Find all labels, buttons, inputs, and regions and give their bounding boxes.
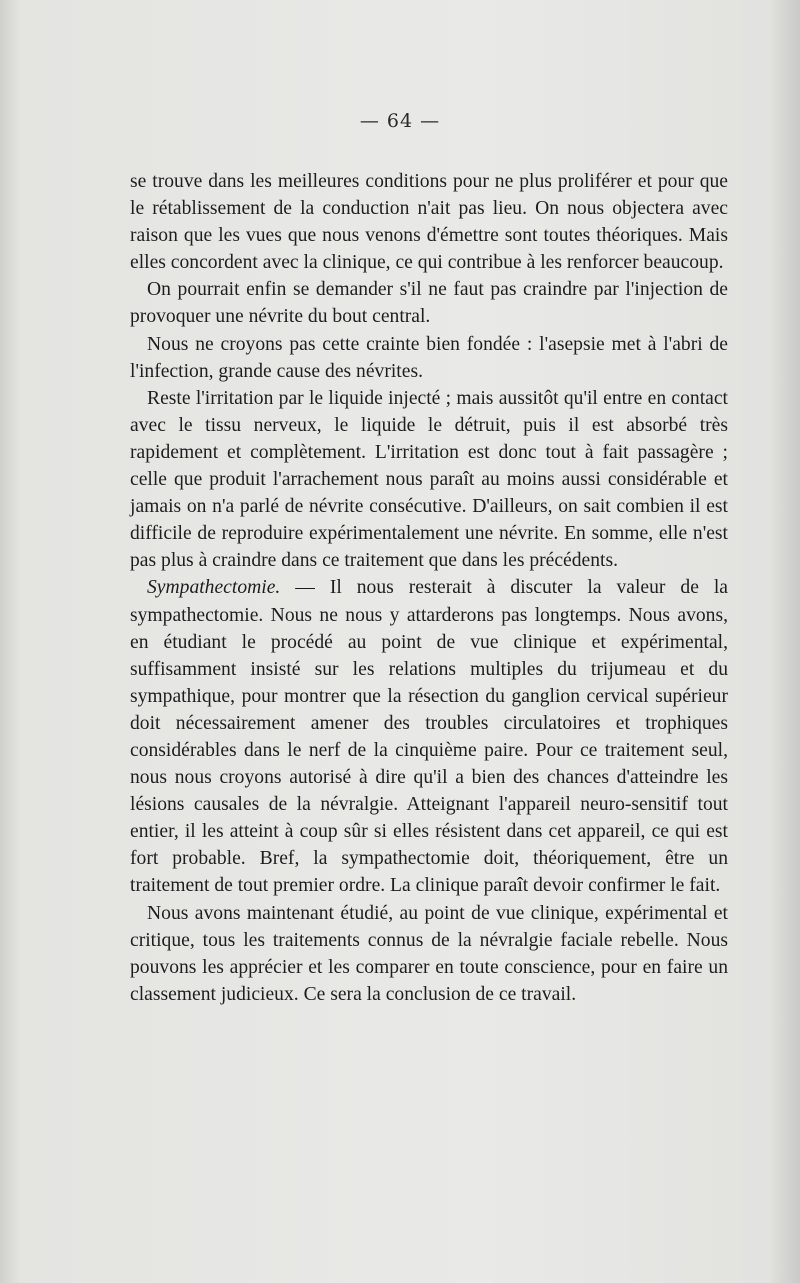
paragraph-sympathectomie bbox=[130, 574, 728, 899]
paragraph-text: se trouve dans les meilleures conditions pour ne plus proliférer et pour que le rétablissement de la conduction n'ait pas lieu. On nous objectera avec raison que les vues que nous venons d'émettre sont toutes théoriques. Mais elles concordent avec la clinique, ce qui contribue à les renforcer beaucoup. bbox=[130, 171, 728, 274]
paragraph-asepsis bbox=[130, 331, 728, 385]
paragraph-text: On pourrait enfin se demander s'il ne faut pas craindre par l'injection de provoquer une névrite du bout central. bbox=[130, 279, 728, 328]
paragraph-text: Reste l'irritation par le liquide injecté ; mais aussitôt qu'il entre en contact avec le tissu nerveux, le liquide le détruit, puis il est absorbé très rapidement et complètement. L'irritation est donc tout à fait passagère ; celle que produit l'arrachement nous paraît au moins aussi considérable et jamais on n'a parlé de névrite consécutive. D'ailleurs, on sait combien il est difficile de reproduire expérimentalement une névrite. En somme, elle n'est pas plus à craindre dans ce traitement que dans les précédents. bbox=[130, 387, 728, 572]
paragraph-irritation bbox=[130, 385, 728, 575]
paragraph-continuation bbox=[130, 168, 728, 276]
paragraph-conclusion bbox=[130, 900, 728, 1008]
page-number: — 64 — bbox=[359, 110, 441, 132]
section-title: Sympathectomie. bbox=[147, 577, 281, 599]
paragraph-text: Nous avons maintenant étudié, au point de vue clinique, expérimental et critique, tous les traitements connus de la névralgie faciale rebelle. Nous pouvons les apprécier et les comparer en toute conscience, pour en faire un classement judicieux. Ce sera la conclusion de ce travail. bbox=[130, 902, 728, 1005]
paragraph-injection-question bbox=[130, 276, 728, 330]
paragraph-text: — Il nous resterait à discuter la valeur de la sympathectomie. Nous ne nous y attarderons pas longtemps. Nous avons, en étudiant le procédé au point de vue clinique et expérimental, suffisamment insisté sur les relations multiples du trijumeau et du sympathique, pour montrer que la résection du ganglion cervical supérieur doit nécessairement amener des troubles circulatoires et trophiques considérables dans le nerf de la cinquième paire. Pour ce traitement seul, nous nous croyons autorisé à dire qu'il a bien des chances d'atteindre les lésions causales de la névralgie. Atteignant l'appareil neuro-sensitif tout entier, il les atteint à coup sûr si elles résistent dans cet appareil, ce qui est fort probable. Bref, la sympathectomie doit, théoriquement, être un traitement de tout premier ordre. La clinique paraît devoir confirmer le fait. bbox=[130, 577, 728, 897]
body-text bbox=[130, 168, 728, 1008]
paragraph-text: Nous ne croyons pas cette crainte bien fondée : l'asepsie met à l'abri de l'infection, grande cause des névrites. bbox=[130, 333, 728, 382]
